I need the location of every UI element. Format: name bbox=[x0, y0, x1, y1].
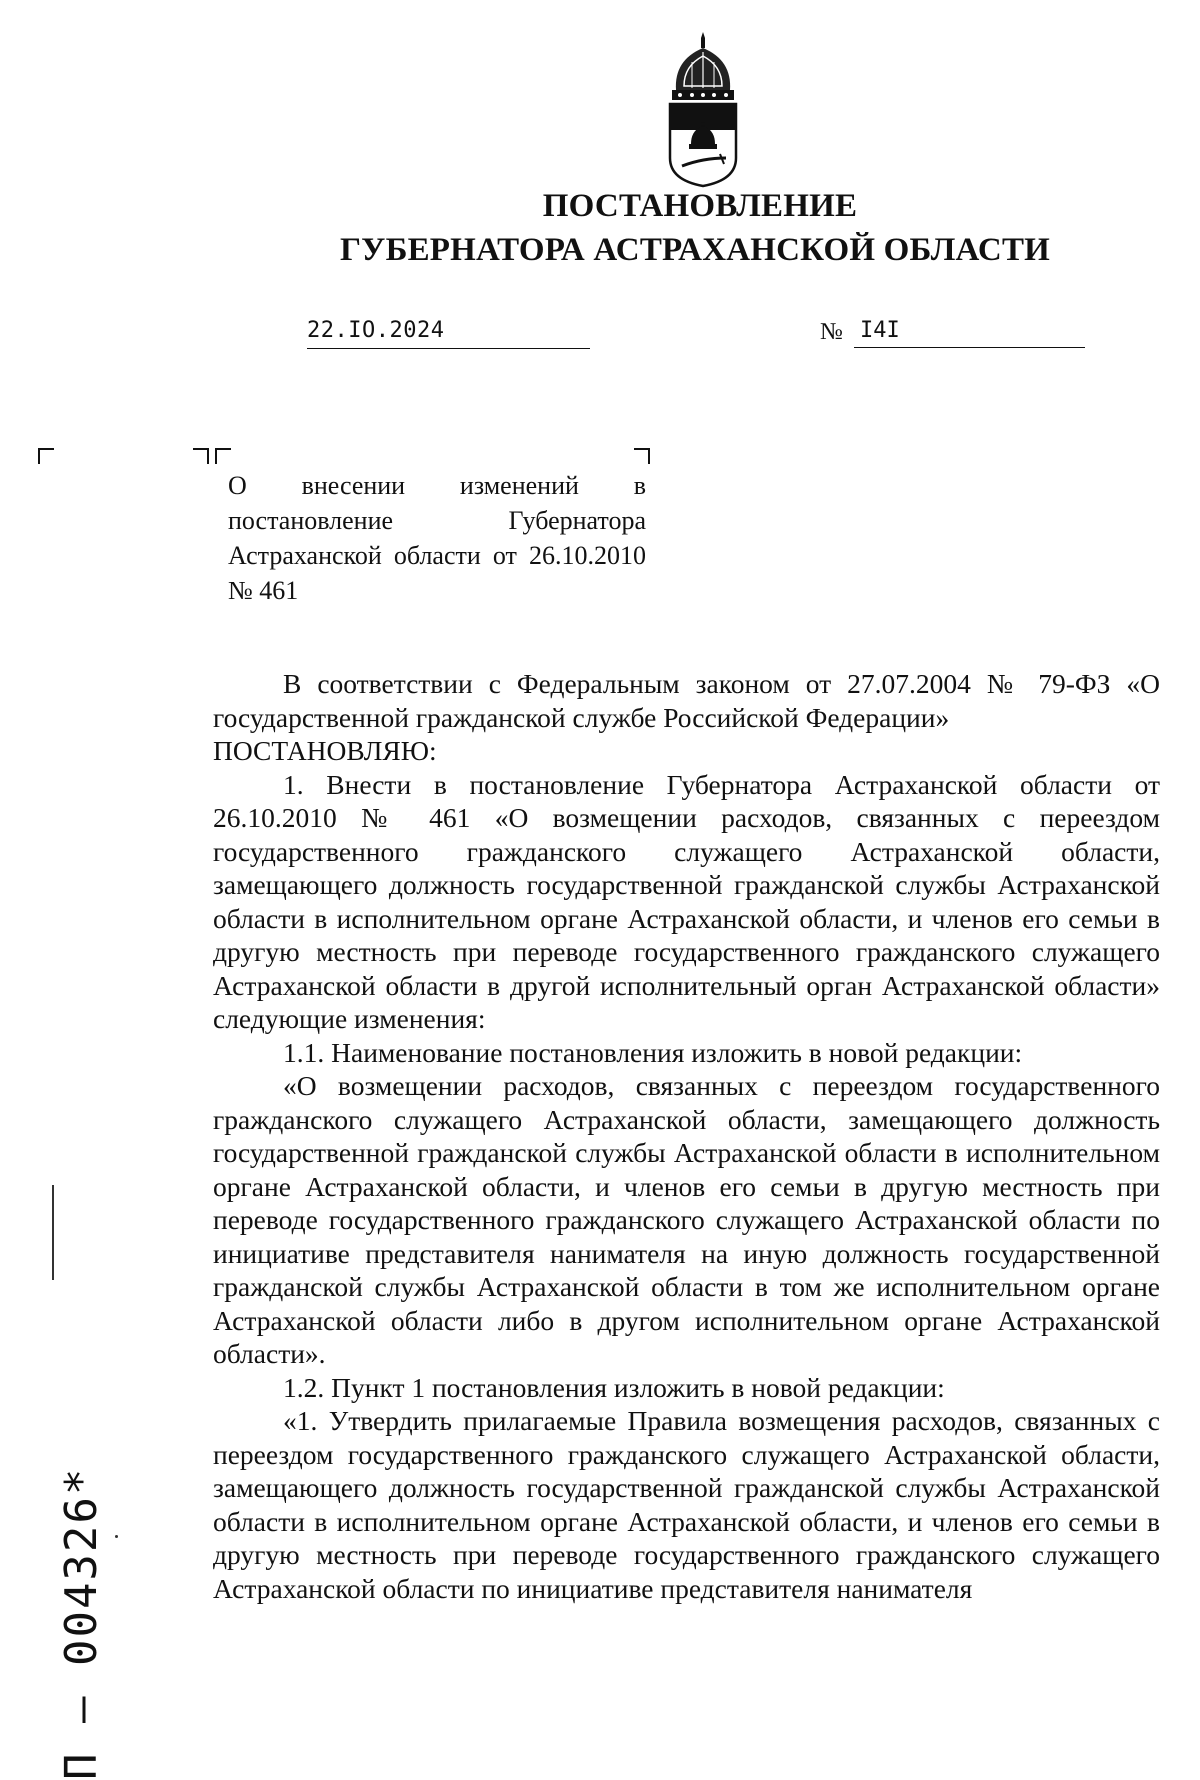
document-subject: О внесении изменений в постановление Губернатора Астраханской области от 26.10.2010 № 461 bbox=[228, 471, 646, 605]
clause-1-1-text: «О возмещении расходов, связанных с переездом государственного гражданского служащего Астраханской области, замещающего должность государственной гражданской службы Астраханской области в исполнительном органе Астраханской области, и членов его семьи в другую местность при переводе государственного гражданского служащего Астраханской области по инициативе представителя нанимателя на иную должность государственной гражданской службы Астраханской области в том же исполнительном органе Астраханской области либо в другом исполнительном органе Астраханской области». bbox=[213, 1070, 1160, 1369]
margin-line bbox=[52, 1185, 54, 1280]
number-underline bbox=[854, 347, 1085, 348]
corner-mark bbox=[215, 448, 231, 464]
number-label: № bbox=[820, 319, 843, 345]
document-date: 22.IO.2024 bbox=[307, 318, 445, 343]
preamble-paragraph: В соответствии с Федеральным законом от 27.07.2004 № 79-ФЗ «О государственной гражданской службе Российской Федерации» bbox=[213, 668, 1160, 733]
clause-1: 1. Внести в постановление Губернатора Астраханской области от 26.10.2010 № 461 «О возмещении расходов, связанных с переездом государственного гражданского служащего Астраханской области, замещающего должность государственной гражданской службы Астраханской области в исполнительном органе Астраханской области, и членов его семьи в другую местность при переводе государственного гражданского служащего Астраханской области в другой исполнительный орган Астраханской области» следующие изменения: bbox=[213, 768, 1160, 1034]
clause-1-1: 1.1. Наименование постановления изложить в новой редакции: bbox=[283, 1036, 1023, 1068]
document-number-field bbox=[820, 320, 1085, 348]
clause-1-2-text: «1. Утвердить прилагаемые Правила возмещения расходов, связанных с переездом государственного гражданского служащего Астраханской области, замещающего должность государственной гражданской службы Астраханской области в исполнительном органе Астраханской области, и членов его семьи в другую местность при переводе государственного гражданского служащего Астраханской области по инициативе представителя нанимателя bbox=[213, 1405, 1160, 1604]
margin-dot bbox=[115, 1535, 118, 1538]
document-body bbox=[213, 667, 1160, 1605]
corner-mark bbox=[193, 448, 209, 464]
document-date-field bbox=[307, 320, 590, 349]
corner-mark bbox=[634, 448, 650, 464]
document-title-line2: ГУБЕРНАТОРА АСТРАХАНСКОЙ ОБЛАСТИ bbox=[339, 232, 1051, 268]
clause-1-2: 1.2. Пункт 1 постановления изложить в новой редакции: bbox=[283, 1371, 945, 1403]
document-title-line1: ПОСТАНОВЛЕНИЕ bbox=[542, 188, 858, 224]
corner-mark bbox=[38, 448, 54, 464]
resolve-heading: ПОСТАНОВЛЯЮ: bbox=[213, 735, 437, 766]
document-number: I4I bbox=[860, 318, 900, 343]
registration-code: П – 004326* bbox=[56, 1466, 107, 1780]
astrakhan-coat-of-arms-icon bbox=[664, 30, 742, 188]
